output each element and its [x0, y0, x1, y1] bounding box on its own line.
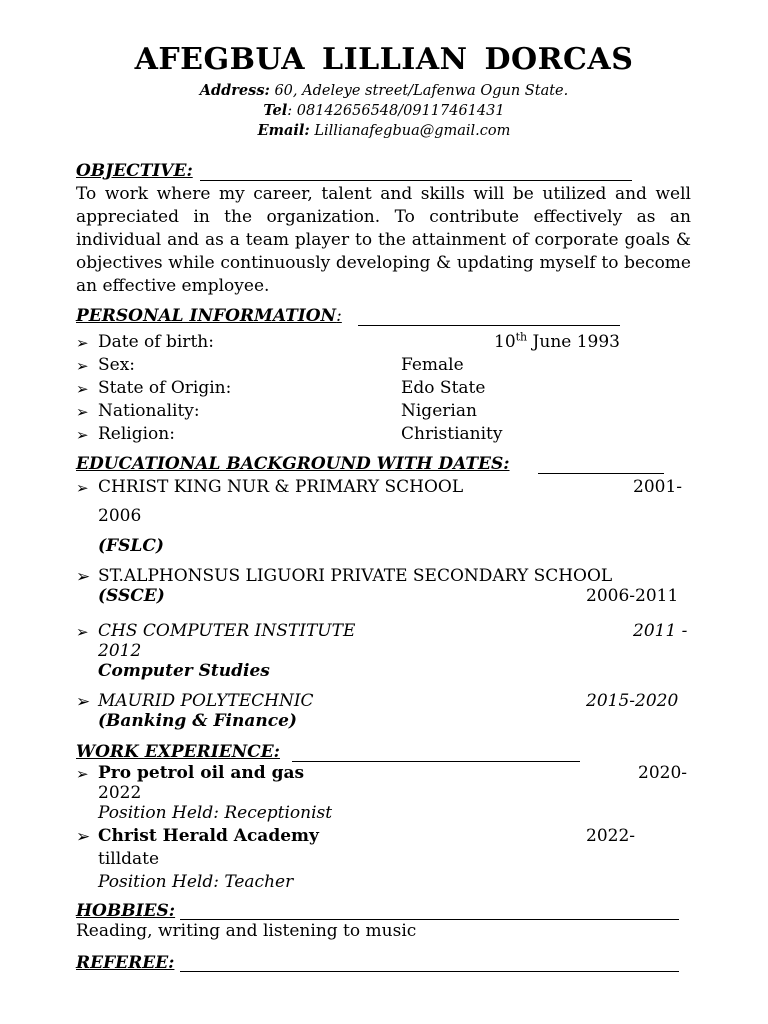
personal-heading — [76, 306, 342, 326]
objective-text: To work where my career, talent and skills will be utilized and well appreciated in the organization. To contribute effectively as an individual and as a team player to the attainment of corporate goals & objectives while continuously developing & updating myself to become an effective employee. — [76, 184, 691, 296]
hobbies-heading: HOBBIES: — [76, 901, 176, 921]
referee-heading: REFEREE: — [76, 953, 175, 973]
edu-date-start: 2011 - — [633, 621, 688, 641]
edu-school: CHS COMPUTER INSTITUTE — [98, 621, 356, 641]
address-value: 60, Adeleye street/Lafenwa Ogun State. — [269, 83, 569, 99]
work-date-start: 2022- — [586, 826, 636, 846]
origin-label: State of Origin: — [98, 378, 232, 398]
objective-heading: OBJECTIVE: — [76, 161, 193, 181]
bullet-icon: ➢ — [76, 623, 89, 641]
personal-heading-colon: : — [336, 306, 342, 326]
edu-qualification: (SSCE) — [98, 586, 165, 606]
work-position: Position Held: Teacher — [98, 872, 294, 892]
education-heading: EDUCATIONAL BACKGROUND WITH DATES: — [76, 454, 510, 474]
tel-line — [0, 102, 768, 119]
nationality-label: Nationality: — [98, 401, 200, 421]
edu-date-end: 2006 — [98, 506, 142, 526]
work-heading: WORK EXPERIENCE: — [76, 742, 280, 762]
address-label: Address: — [199, 82, 270, 99]
edu-date-end: 2012 — [98, 641, 142, 661]
bullet-icon: ➢ — [76, 479, 89, 497]
bullet-icon: ➢ — [76, 765, 89, 783]
bullet-icon: ➢ — [76, 426, 89, 444]
work-date-start: 2020- — [638, 763, 688, 783]
bullet-icon: ➢ — [76, 827, 91, 847]
edu-dates: 2006-2011 — [586, 586, 679, 606]
bullet-icon: ➢ — [76, 380, 89, 398]
personal-rule — [358, 325, 620, 326]
religion-label: Religion: — [98, 424, 175, 444]
work-rule — [292, 761, 580, 762]
edu-dates: 2015-2020 — [586, 691, 679, 711]
edu-qualification: (FSLC) — [98, 536, 164, 556]
tel-label: Tel — [263, 102, 288, 119]
dob-suffix: th — [515, 330, 528, 344]
origin-value: Edo State — [401, 378, 486, 398]
work-position: Position Held: Receptionist — [98, 803, 333, 823]
personal-heading-text: PERSONAL INFORMATION — [76, 306, 337, 326]
edu-date-start: 2001- — [633, 477, 683, 497]
edu-school: ST.ALPHONSUS LIGUORI PRIVATE SECONDARY SCHOOL — [98, 566, 613, 586]
religion-value: Christianity — [401, 424, 503, 444]
dob-value — [494, 332, 620, 352]
hobbies-rule — [180, 919, 679, 920]
dob-label: Date of birth: — [98, 332, 214, 352]
email-line — [0, 122, 768, 139]
edu-school: MAURID POLYTECHNIC — [98, 691, 314, 711]
address-line — [0, 82, 768, 99]
bullet-icon: ➢ — [76, 357, 89, 375]
work-employer: Pro petrol oil and gas — [98, 763, 305, 783]
dob-month-year: June 1993 — [527, 332, 621, 352]
education-rule — [538, 473, 664, 474]
sex-label: Sex: — [98, 355, 136, 375]
bullet-icon: ➢ — [76, 334, 89, 352]
objective-rule — [200, 180, 632, 181]
email-label: Email: — [257, 122, 310, 139]
work-date-end: 2022 — [98, 783, 142, 803]
edu-qualification: Computer Studies — [98, 661, 270, 681]
nationality-value: Nigerian — [401, 401, 477, 421]
email-value: Lillianafegbua@gmail.com — [309, 123, 511, 139]
edu-school: CHRIST KING NUR & PRIMARY SCHOOL — [98, 477, 464, 497]
tel-value: : 08142656548/09117461431 — [287, 103, 505, 119]
sex-value: Female — [401, 355, 464, 375]
bullet-icon: ➢ — [76, 692, 91, 712]
dob-day: 10 — [494, 332, 516, 352]
edu-qualification: (Banking & Finance) — [98, 711, 297, 731]
work-employer: Christ Herald Academy — [98, 826, 319, 846]
resume-name: AFEGBUA LILLIAN DORCAS — [134, 42, 634, 77]
work-date-end: tilldate — [98, 849, 160, 869]
referee-rule — [180, 971, 679, 972]
hobbies-text: Reading, writing and listening to music — [76, 921, 417, 941]
bullet-icon: ➢ — [76, 567, 91, 587]
bullet-icon: ➢ — [76, 403, 89, 421]
